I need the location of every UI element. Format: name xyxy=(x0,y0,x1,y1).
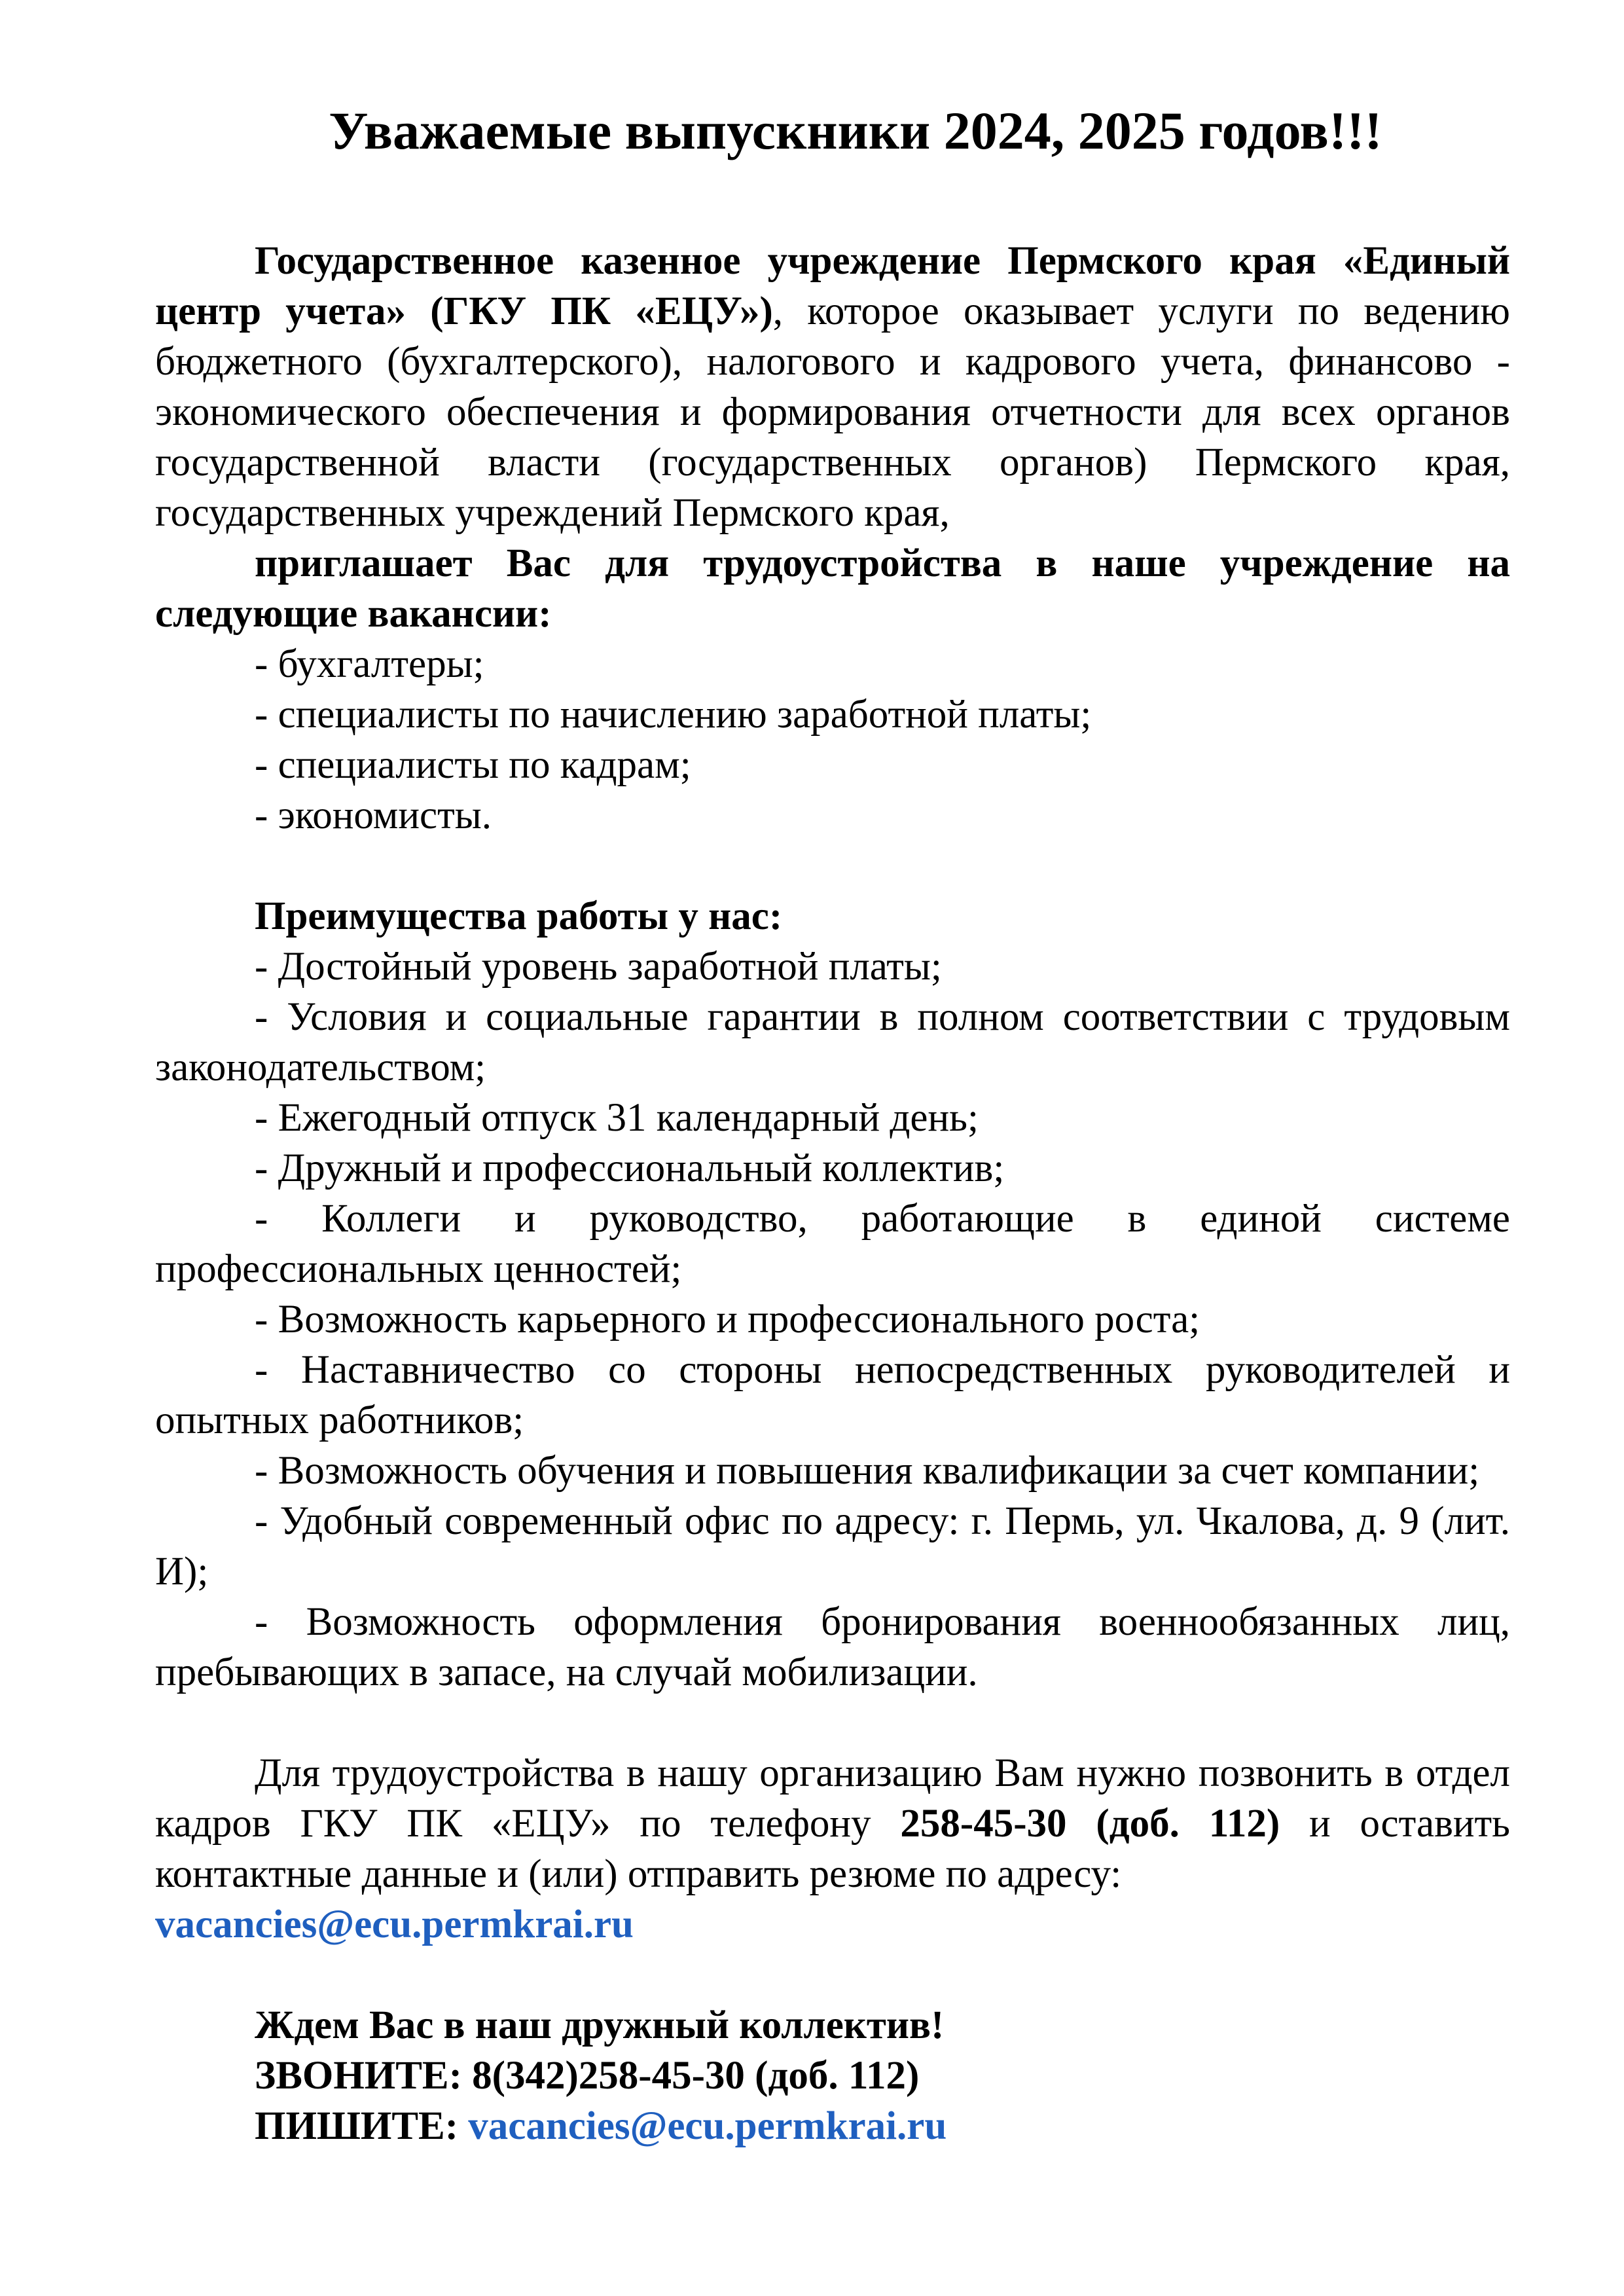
invitation-bold: приглашает Вас для трудоустройства в наше учреждение на следующие вакансии: xyxy=(155,541,1510,636)
benefit-item: - Возможность обучения и повышения квалификации за счет компании; xyxy=(255,1449,1480,1493)
write-label: ПИШИТЕ: xyxy=(255,2104,469,2148)
organization-description: , которое оказывает услуги по ведению бюджетного (бухгалтерского), налогового и кадрового учета, финансово - экономического обеспечения и формирования отчетности для всех органов государственной власти (государственных органов) Пермского края, государственных учреждений Пермского края, xyxy=(155,289,1511,535)
benefit-item: - Достойный уровень заработной платы; xyxy=(255,945,942,989)
benefits-heading-text: Преимущества работы у нас: xyxy=(255,894,783,938)
email-link[interactable]: vacancies@ecu.permkrai.ru xyxy=(155,1903,634,1946)
benefit-item: - Возможность карьерного и профессионального роста; xyxy=(255,1298,1200,1341)
page-title: Уважаемые выпускники 2024, 2025 годов!!! xyxy=(329,101,1382,160)
vacancy-item: - специалисты по кадрам; xyxy=(255,743,691,787)
call-line: ЗВОНИТЕ: 8(342)258-45-30 (доб. 112) xyxy=(255,2054,920,2098)
vacancy-list xyxy=(155,639,1510,841)
benefit-item: - Возможность оформления бронирования военнообязанных лиц, пребывающих в запасе, на случай мобилизации. xyxy=(155,1600,1510,1694)
benefit-item: - Коллеги и руководство, работающие в единой системе профессиональных ценностей; xyxy=(155,1197,1510,1291)
organization-name: Государственное казенное учреждение Пермского края «Единый центр учета» (ГКУ ПК «ЕЦУ») xyxy=(155,239,1510,333)
apply-text: Для трудоустройства в нашу организацию Вам нужно позвонить в отдел кадров ГКУ ПК «ЕЦУ» по телефону xyxy=(155,1751,1510,1846)
intro-paragraph xyxy=(155,236,1510,538)
vacancy-item: - экономисты. xyxy=(255,793,492,837)
benefits-heading xyxy=(155,891,1510,941)
spacer xyxy=(155,1950,1510,2000)
write-line xyxy=(155,2101,1510,2151)
closing-line: Ждем Вас в наш дружный коллектив! xyxy=(255,2003,945,2047)
apply-email-line xyxy=(155,1899,1510,1950)
benefit-item: - Условия и социальные гарантии в полном соответствии с трудовым законодательством; xyxy=(155,995,1510,1089)
apply-paragraph xyxy=(155,1748,1510,1899)
invitation-text xyxy=(155,538,1510,639)
benefit-item: - Наставничество со стороны непосредственных руководителей и опытных работников; xyxy=(155,1348,1510,1442)
benefit-item: - Ежегодный отпуск 31 календарный день; xyxy=(255,1096,979,1140)
phone-number: 258-45-30 (доб. 112) xyxy=(900,1802,1280,1846)
spacer xyxy=(155,1698,1510,1748)
vacancy-item: - специалисты по начислению заработной платы; xyxy=(255,693,1092,737)
letter-body xyxy=(155,98,1510,2151)
benefits-list xyxy=(155,941,1510,1698)
vacancy-item: - бухгалтеры; xyxy=(255,642,484,686)
spacer xyxy=(155,841,1510,891)
benefit-item: - Удобный современный офис по адресу: г. Пермь, ул. Чкалова, д. 9 (лит. И); xyxy=(155,1499,1510,1594)
apply-text-end: и оставить контактные данные и (или) отправить резюме по адресу: xyxy=(155,1802,1511,1896)
write-email-link[interactable]: vacancies@ecu.permkrai.ru xyxy=(468,2104,947,2148)
benefit-item: - Дружный и профессиональный коллектив; xyxy=(255,1146,1005,1190)
